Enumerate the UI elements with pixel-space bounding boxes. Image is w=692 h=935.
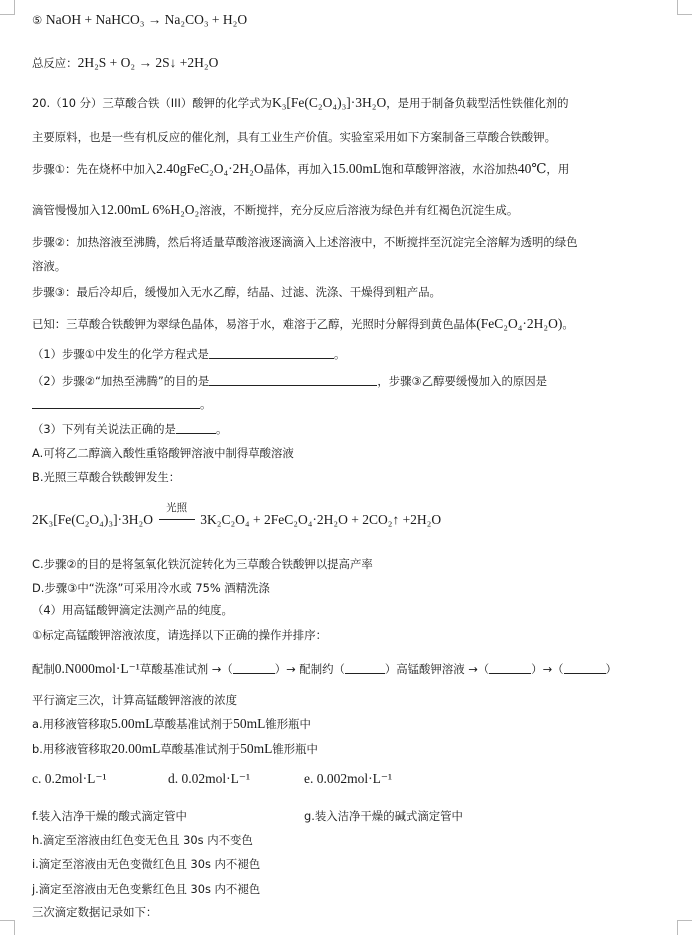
step-2-line-cont: 溶液。: [32, 259, 67, 273]
option-d: D.步骤③中“洗涤”可采用冷水或 75% 酒精洗涤: [32, 581, 270, 595]
step-3-line: 步骤③：最后冷却后，缓慢加入无水乙醇，结晶、过滤、洗涤、干燥得到粗产品。: [32, 285, 441, 299]
option-item-e: e. 0.002mol·L⁻¹: [304, 771, 393, 786]
sub-question-4: （4）用高锰酸钾滴定法测产品的纯度。: [32, 603, 233, 617]
sub-question-4-part-1: ①标定高锰酸钾溶液浓度，请选择以下正确的操作并排序：: [32, 628, 327, 642]
answer-blank-1[interactable]: [209, 347, 334, 359]
option-b: B.光照三草酸合铁酸钾发生：: [32, 470, 181, 484]
option-item-d: d. 0.02mol·L⁻¹: [168, 771, 251, 786]
reaction-arrow: 光照: [157, 512, 197, 528]
option-item-g: g.装入洁净干燥的碱式滴定管中: [304, 809, 463, 823]
product-formula: K₃[Fe(C₂O₄)₃]·3H₂O: [271, 95, 387, 110]
sub-question-2-cont: 。: [32, 396, 211, 412]
option-a: A.可将乙二醇滴入酸性重铬酸钾溶液中制得草酸溶液: [32, 446, 294, 460]
corner-mark-bottom-right: [677, 920, 692, 935]
option-c: C.步骤②的目的是将氢氧化铁沉淀转化为三草酸合铁酸钾以提高产率: [32, 557, 373, 571]
corner-mark-bottom-left: [0, 920, 15, 935]
option-item-i: i.滴定至溶液由无色变微红色且 30s 内不褪色: [32, 857, 261, 871]
step-1-line-cont: 滴管慢慢加入12.00mL 6%H₂O₂溶液，不断搅拌，充分反应后溶液为绿色并有红褐色沉淀生成。: [32, 202, 519, 217]
procedure-order-line: 配制0.N000mol·L⁻¹草酸基准试剂 →（ ）→ 配制约（ ）高锰酸钾溶液 →（ ）→（ ）: [32, 661, 617, 676]
known-info-line: 已知：三草酸合铁酸钾为翠绿色晶体，易溶于水，难溶于乙醇，光照时分解得到黄色晶体(FeC₂O₄·2H₂O)。: [32, 316, 574, 331]
step-1-line: 步骤①：先在烧杯中加入2.40gFeC₂O₄·2H₂O晶体，再加入15.00mL饱和草酸钾溶液，水浴加热40℃，用: [32, 161, 570, 176]
sub-question-3: （3）下列有关说法正确的是 。: [32, 422, 228, 436]
option-items-cde: [32, 771, 392, 787]
option-item-a: a.用移液管移取5.00mL草酸基准试剂于50mL锥形瓶中: [32, 716, 311, 731]
option-b-equation: 2K₃[Fe(C₂O₄)₃]·3H₂O 光照 3K₂C₂O₄ + 2FeC₂O₄·2H₂O + 2CO₂↑ +2H₂O: [32, 502, 442, 527]
sub-question-2: （2）步骤②“加热至沸腾”的目的是 ，步骤③乙醇要缓慢加入的原因是: [32, 374, 548, 388]
order-blank-3[interactable]: [489, 662, 531, 674]
order-blank-4[interactable]: [564, 662, 606, 674]
total-reaction-line: 总反应：2H₂S + O₂ → 2S↓ +2H₂O: [32, 55, 219, 70]
option-item-b: b.用移液管移取20.00mL草酸基准试剂于50mL锥形瓶中: [32, 741, 318, 756]
corner-mark-top-left: [0, 0, 15, 15]
answer-blank-2b[interactable]: [32, 397, 200, 409]
procedure-note: 平行滴定三次，计算高锰酸钾溶液的浓度: [32, 693, 238, 707]
answer-blank-3[interactable]: [176, 422, 216, 434]
total-reaction-equation: 2H₂S + O₂ → 2S↓ +2H₂O: [77, 55, 219, 70]
answer-blank-2a[interactable]: [209, 374, 377, 386]
titration-data-heading: 三次滴定数据记录如下：: [32, 905, 158, 919]
order-blank-2[interactable]: [345, 662, 385, 674]
reaction-5-line: ⑤ NaOH + NaHCO₃ → Na₂CO₃ + H₂O: [32, 12, 248, 27]
option-item-h: h.滴定至溶液由红色变无色且 30s 内不变色: [32, 833, 253, 847]
question-20-intro-cont: 主要原料，也是一些有机反应的催化剂，具有工业生产价值。实验室采用如下方案制备三草酸合铁酸钾。: [32, 130, 556, 144]
option-item-j: j.滴定至溶液由无色变紫红色且 30s 内不褪色: [32, 882, 261, 896]
reaction-5-equation: NaOH + NaHCO₃ → Na₂CO₃ + H₂O: [45, 12, 248, 27]
step-2-line: 步骤②：加热溶液至沸腾，然后将适量草酸溶液逐滴滴入上述溶液中，不断搅拌至沉淀完全溶解为透明的绿色: [32, 235, 578, 249]
order-blank-1[interactable]: [233, 662, 275, 674]
option-item-c: c. 0.2mol·L⁻¹: [32, 771, 107, 786]
sub-question-1: （1）步骤①中发生的化学方程式是 。: [32, 347, 346, 361]
question-20-intro: 20.（10 分）三草酸合铁（III）酸钾的化学式为K₃[Fe(C₂O₄)₃]·3H₂O，是用于制备负载型活性铁催化剂的: [32, 95, 569, 110]
option-items-fg: [32, 808, 463, 824]
corner-mark-top-right: [677, 0, 692, 15]
option-item-f: f.装入洁净干燥的酸式滴定管中: [32, 809, 187, 823]
